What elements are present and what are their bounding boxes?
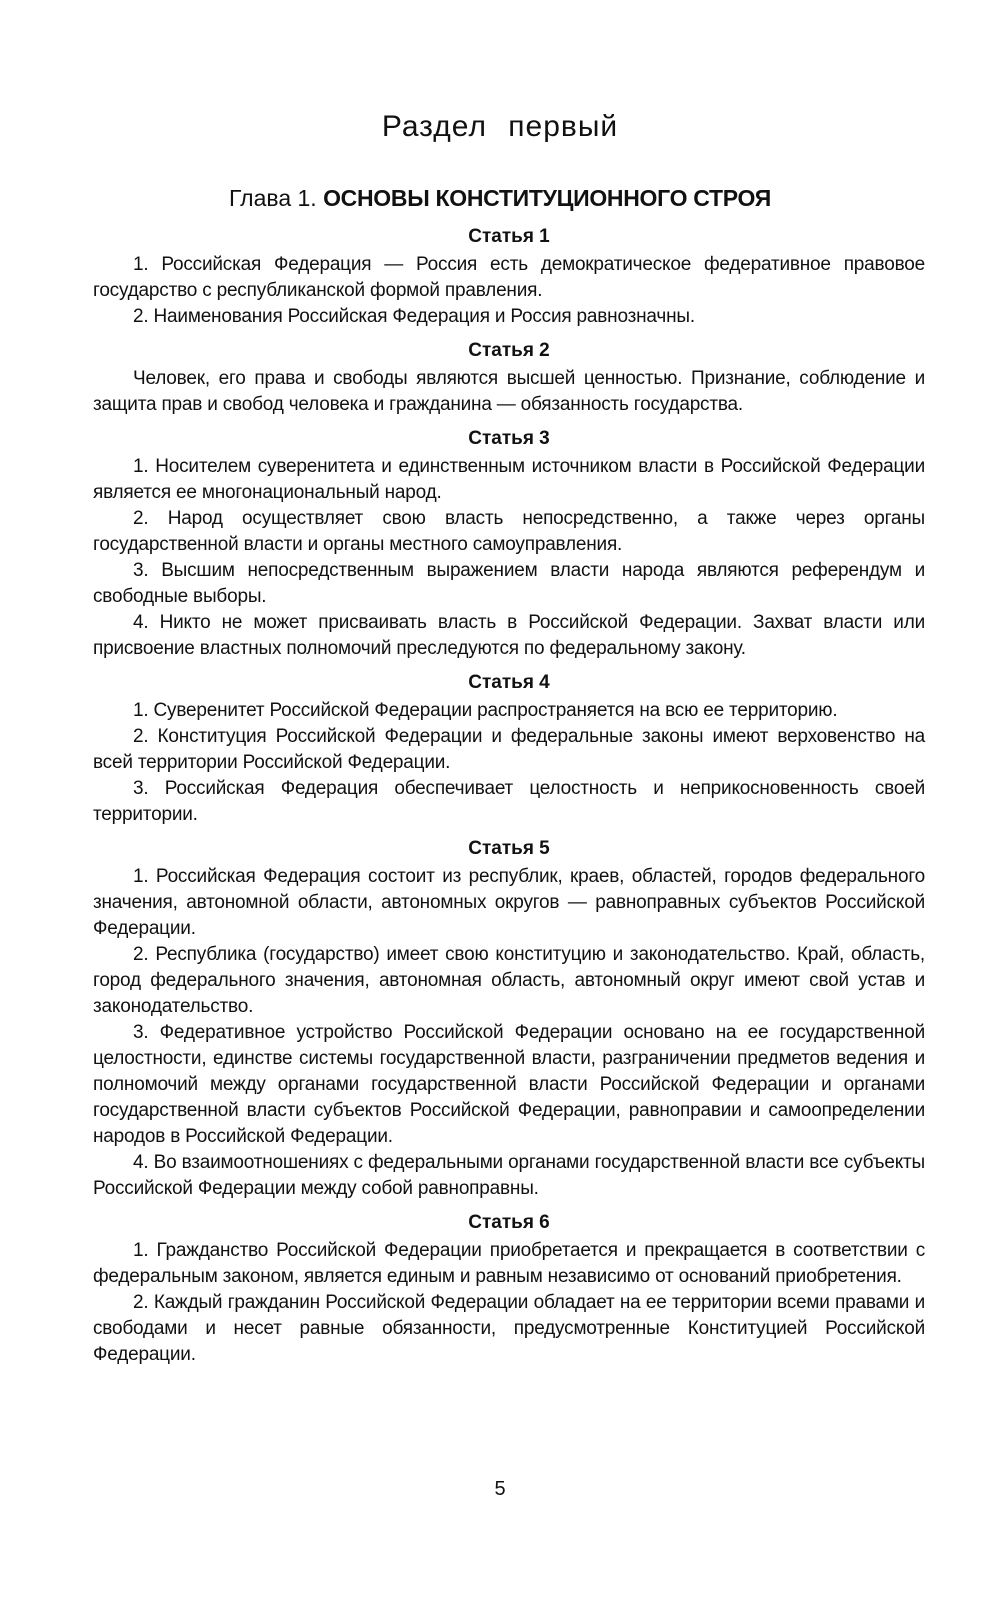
paragraph: 2. Каждый гражданин Российской Федерации обладает на ее территории всеми правами и свободами и несет равные обязанности, предусмотренные Конституцией Российской Федерации. <box>93 1292 925 1365</box>
paragraph: 3. Федеративное устройство Российской Федерации основано на ее государственной целостности, единстве системы государственной власти, разграничении предметов ведения и полномочий между органами государственной власти Российской Федерации и органами государственной власти субъектов Российской Федерации, равноправии и самоопределении народов в Российской Федерации. <box>93 1022 925 1147</box>
article-heading: Статья 6 <box>468 1212 550 1233</box>
article-2 <box>93 336 925 418</box>
article-4 <box>93 668 925 828</box>
paragraph: 1. Суверенитет Российской Федерации распространяется на всю ее территорию. <box>133 700 838 721</box>
paragraph: 3. Российская Федерация обеспечивает целостность и неприкосновенность своей территории. <box>93 778 925 825</box>
paragraph: 2. Республика (государство) имеет свою конституцию и законодательство. Край, область, город федерального значения, автономная область, автономный округ имеют свой устав и законодательство. <box>93 944 925 1017</box>
article-6 <box>93 1208 925 1368</box>
paragraph: 1. Российская Федерация — Россия есть демократическое федеративное правовое государство с республиканской формой правления. <box>93 254 925 301</box>
document-body <box>93 222 925 1374</box>
article-heading: Статья 3 <box>468 428 550 449</box>
article-3 <box>93 424 925 662</box>
article-heading: Статья 1 <box>468 226 550 247</box>
article-heading: Статья 5 <box>468 838 550 859</box>
article-5 <box>93 834 925 1202</box>
paragraph: 2. Наименования Российская Федерация и Россия равнозначны. <box>133 306 695 327</box>
article-heading: Статья 4 <box>468 672 550 693</box>
chapter-title <box>0 185 1000 212</box>
section-title: Раздел первый <box>381 110 619 143</box>
paragraph: 3. Высшим непосредственным выражением власти народа являются референдум и свободные выборы. <box>93 560 925 607</box>
article-heading: Статья 2 <box>468 340 550 361</box>
paragraph: 2. Конституция Российской Федерации и федеральные законы имеют верховенство на всей территории Российской Федерации. <box>93 726 925 773</box>
paragraph: 2. Народ осуществляет свою власть непосредственно, а также через органы государственной власти и органы местного самоуправления. <box>93 508 925 555</box>
page-number: 5 <box>494 1478 506 1500</box>
paragraph: 4. Никто не может присваивать власть в Российской Федерации. Захват власти или присвоение властных полномочий преследуются по федеральному закону. <box>93 612 925 659</box>
chapter-name: ОСНОВЫ КОНСТИТУЦИОННОГО СТРОЯ <box>323 185 771 211</box>
paragraph: Человек, его права и свободы являются высшей ценностью. Признание, соблюдение и защита прав и свобод человека и гражданина — обязанность государства. <box>93 368 925 415</box>
paragraph: 1. Гражданство Российской Федерации приобретается и прекращается в соответствии с федеральным законом, является единым и равным независимо от оснований приобретения. <box>93 1240 925 1287</box>
paragraph: 1. Российская Федерация состоит из республик, краев, областей, городов федерального значения, автономной области, автономных округов — равноправных субъектов Российской Федерации. <box>93 866 925 939</box>
chapter-prefix: Глава 1. <box>228 185 317 211</box>
paragraph: 1. Носителем суверенитета и единственным источником власти в Российской Федерации является ее многонациональный народ. <box>93 456 925 503</box>
paragraph: 4. Во взаимоотношениях с федеральными органами государственной власти все субъекты Российской Федерации между собой равноправны. <box>93 1152 925 1199</box>
article-1 <box>93 222 925 330</box>
